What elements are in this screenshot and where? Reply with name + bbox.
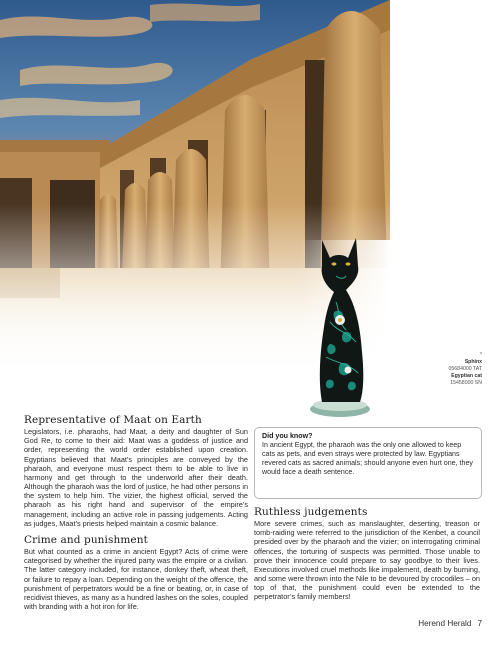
section-body-crime: But what counted as a crime in ancient Egypt? Acts of crime were categorised by whether the injured party was the empire or a civilian. The latter category included, for instance, donkey theft, wheat theft, or failure to repay a loan. Depending on the weight of the offence, the punishment of perpetrators would be a fine or beating, or, in case of recidivist thieves, as many as a hundred lashes on the soles, coupled with branding with a hot iron for life. [24,547,248,611]
product-caption [449,352,482,387]
caption-cat-label: Egyptian cat [451,373,482,379]
right-column [254,508,480,602]
left-column [24,416,248,611]
page-footer [418,619,482,628]
caption-sphinx-code: 05684000 TAT [448,366,482,372]
page-number: 7 [477,619,482,628]
publication-name: Herend Herald [418,619,472,628]
caption-cat-code: 15458000 SN [450,380,482,386]
did-you-know-title: Did you know? [262,432,313,440]
egyptian-cat-figurine-image [300,232,380,422]
caption-sphinx-label: Sphinx [464,359,482,365]
section-heading-crime: Crime and punishment [24,533,148,546]
section-heading-maat: Representative of Maat on Earth [24,414,202,426]
section-heading-judgements: Ruthless judgements [254,506,368,518]
section-body-judgements: More severe crimes, such as manslaughter, deserting, treason or tomb-raiding were referred to the jurisdiction of the Kenbet, a council presided over by the pharaoh and the vizier; on interrogating criminal offences, the torturing of suspects was permitted. Those unable to prove their innocence could prepare to say goodbye to their lives. Executions involved cruel methods like impalement, death by burning, and some were thrown into the Nile to be devoured by crocodiles – on top of that, the punishment could even be extended to the perpetrator’s family members! [254,519,480,602]
did-you-know-body: In ancient Egypt, the pharaoh was the only one allowed to keep cats as pets, and even strays were protected by law. Egyptians revered cats as sacred animals; should anyone even hurt one, they would face a death sentence. [262,441,473,477]
section-body-maat: Legislators, i.e. pharaohs, had Maat, a deity and daughter of Sun God Re, to come to their aid: Maat was a goddess of justice and order, representing the world order established upon creation. Egyptians believed that Maat’s principles are conveyed by the pharaoh, and everyone must respect them to be able to live in harmony and get through to the underworld after their death. Although the pharaoh was the lord of justice, he had other persons in the system to help him. The vizier, the highest official, served the pharaoh as his right hand and supervisor of the empire’s management, including an active role in passing judgements. Acting as judges, Maat’s priests helped maintain a cosmic balance. [24,427,248,528]
did-you-know-box [254,427,482,499]
caption-mark: * [479,352,482,358]
